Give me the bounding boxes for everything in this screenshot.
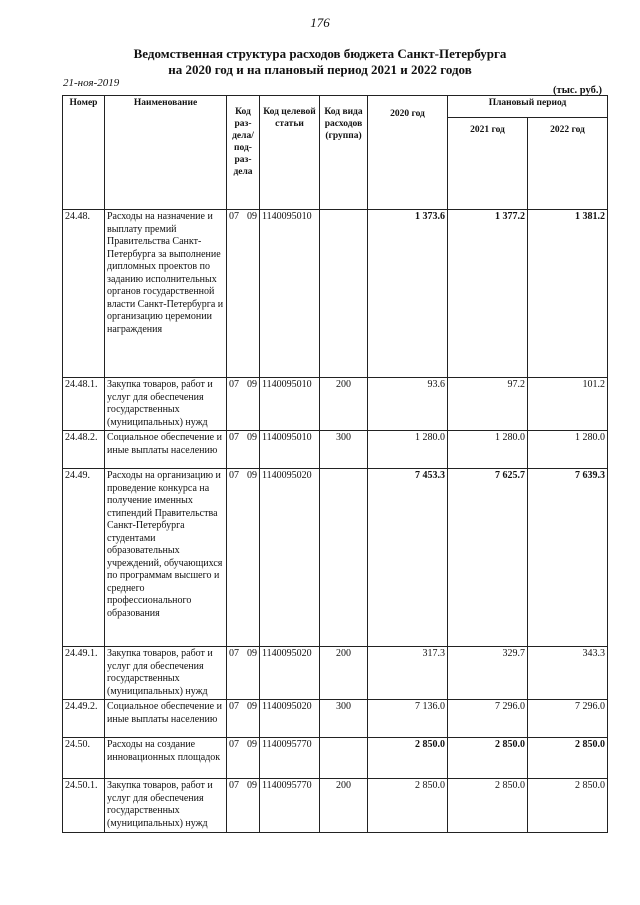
row-value-2020: 1 373.6 — [368, 210, 448, 378]
header-razdel: Код раз-дела/под-раз-дела — [227, 96, 260, 210]
row-pr: 09 — [247, 211, 257, 222]
row-kvr: 200 — [320, 378, 368, 431]
row-value-2021: 7 296.0 — [448, 700, 528, 738]
row-rz: 07 — [229, 211, 239, 222]
table-row — [63, 378, 608, 431]
row-razdel — [227, 469, 260, 647]
row-pr: 09 — [247, 739, 257, 750]
row-value-2021: 2 850.0 — [448, 779, 528, 833]
row-kcs: 1140095020 — [260, 469, 320, 647]
header-name: Наименование — [105, 96, 227, 210]
page-number: 176 — [310, 15, 330, 30]
row-rz: 07 — [229, 470, 239, 481]
header-kvr: Код вида расходов (группа) — [320, 96, 368, 210]
row-kcs: 1140095010 — [260, 378, 320, 431]
row-value-2022: 101.2 — [528, 378, 608, 431]
row-name: Закупка товаров, работ и услуг для обеспечения государственных (муниципальных) нужд — [105, 779, 227, 833]
row-rz: 07 — [229, 701, 239, 712]
row-razdel — [227, 647, 260, 700]
row-value-2020: 317.3 — [368, 647, 448, 700]
budget-table — [62, 95, 608, 833]
row-value-2022: 7 296.0 — [528, 700, 608, 738]
row-pr: 09 — [247, 648, 257, 659]
row-kcs: 1140095010 — [260, 210, 320, 378]
table-row — [63, 738, 608, 779]
row-value-2020: 93.6 — [368, 378, 448, 431]
table-row — [63, 431, 608, 469]
row-value-2020: 2 850.0 — [368, 779, 448, 833]
row-razdel — [227, 700, 260, 738]
row-value-2022: 1 280.0 — [528, 431, 608, 469]
row-name: Расходы на организацию и проведение конкурса на получение именных стипендий Правительства Санкт-Петербурга студентами образовательных учреждений, обучающихся по программам высшего и среднего профессионального образования — [105, 469, 227, 647]
header-kcs: Код целевой статьи — [260, 96, 320, 210]
table-row — [63, 779, 608, 833]
row-number: 24.49. — [63, 469, 105, 647]
row-value-2021: 329.7 — [448, 647, 528, 700]
row-kvr: 300 — [320, 431, 368, 469]
row-value-2020: 1 280.0 — [368, 431, 448, 469]
row-name: Закупка товаров, работ и услуг для обеспечения государственных (муниципальных) нужд — [105, 647, 227, 700]
row-value-2020: 2 850.0 — [368, 738, 448, 779]
row-value-2021: 7 625.7 — [448, 469, 528, 647]
row-kvr — [320, 210, 368, 378]
row-value-2021: 97.2 — [448, 378, 528, 431]
row-kvr: 200 — [320, 779, 368, 833]
row-value-2020: 7 136.0 — [368, 700, 448, 738]
title-line-1: Ведомственная структура расходов бюджета Санкт-Петербурга — [133, 46, 507, 61]
row-number: 24.48.1. — [63, 378, 105, 431]
table-row — [63, 647, 608, 700]
row-number: 24.48. — [63, 210, 105, 378]
header-2022: 2022 год — [528, 118, 608, 210]
units-label: (тыс. руб.) — [553, 85, 602, 96]
row-rz: 07 — [229, 432, 239, 443]
table-row — [63, 210, 608, 378]
row-kvr — [320, 469, 368, 647]
row-razdel — [227, 738, 260, 779]
row-number: 24.49.1. — [63, 647, 105, 700]
row-razdel — [227, 210, 260, 378]
row-rz: 07 — [229, 739, 239, 750]
row-kcs: 1140095770 — [260, 738, 320, 779]
row-kcs: 1140095770 — [260, 779, 320, 833]
row-value-2021: 1 280.0 — [448, 431, 528, 469]
row-value-2022: 343.3 — [528, 647, 608, 700]
row-name: Социальное обеспечение и иные выплаты населению — [105, 431, 227, 469]
row-name: Закупка товаров, работ и услуг для обеспечения государственных (муниципальных) нужд — [105, 378, 227, 431]
row-pr: 09 — [247, 780, 257, 791]
document-date: 21-ноя-2019 — [63, 77, 120, 89]
row-value-2021: 2 850.0 — [448, 738, 528, 779]
row-kvr — [320, 738, 368, 779]
row-razdel — [227, 779, 260, 833]
row-rz: 07 — [229, 780, 239, 791]
row-number: 24.50.1. — [63, 779, 105, 833]
row-name: Расходы на создание инновационных площадок — [105, 738, 227, 779]
row-value-2021: 1 377.2 — [448, 210, 528, 378]
row-number: 24.50. — [63, 738, 105, 779]
table-row — [63, 469, 608, 647]
header-planned-period: Плановый период — [448, 96, 608, 118]
row-value-2022: 2 850.0 — [528, 738, 608, 779]
header-2020: 2020 год — [368, 96, 448, 210]
row-value-2022: 2 850.0 — [528, 779, 608, 833]
row-rz: 07 — [229, 648, 239, 659]
row-razdel — [227, 431, 260, 469]
row-number: 24.48.2. — [63, 431, 105, 469]
row-kcs: 1140095020 — [260, 700, 320, 738]
row-number: 24.49.2. — [63, 700, 105, 738]
row-pr: 09 — [247, 379, 257, 390]
row-pr: 09 — [247, 470, 257, 481]
row-kcs: 1140095020 — [260, 647, 320, 700]
row-razdel — [227, 378, 260, 431]
row-value-2020: 7 453.3 — [368, 469, 448, 647]
table-row — [63, 700, 608, 738]
row-value-2022: 1 381.2 — [528, 210, 608, 378]
row-rz: 07 — [229, 379, 239, 390]
row-kvr: 300 — [320, 700, 368, 738]
row-pr: 09 — [247, 701, 257, 712]
row-name: Социальное обеспечение и иные выплаты населению — [105, 700, 227, 738]
header-number: Номер — [63, 96, 105, 210]
row-kvr: 200 — [320, 647, 368, 700]
row-value-2022: 7 639.3 — [528, 469, 608, 647]
row-name: Расходы на назначение и выплату премий Правительства Санкт-Петербурга за выполнение дипломных проектов по заданию исполнительных органов государственной власти Санкт-Петербурга и организацию церемонии награждения — [105, 210, 227, 378]
header-2021: 2021 год — [448, 118, 528, 210]
row-pr: 09 — [247, 432, 257, 443]
title-line-2: на 2020 год и на плановый период 2021 и 2022 годов — [168, 62, 472, 77]
row-kcs: 1140095010 — [260, 431, 320, 469]
document-title — [0, 46, 640, 78]
